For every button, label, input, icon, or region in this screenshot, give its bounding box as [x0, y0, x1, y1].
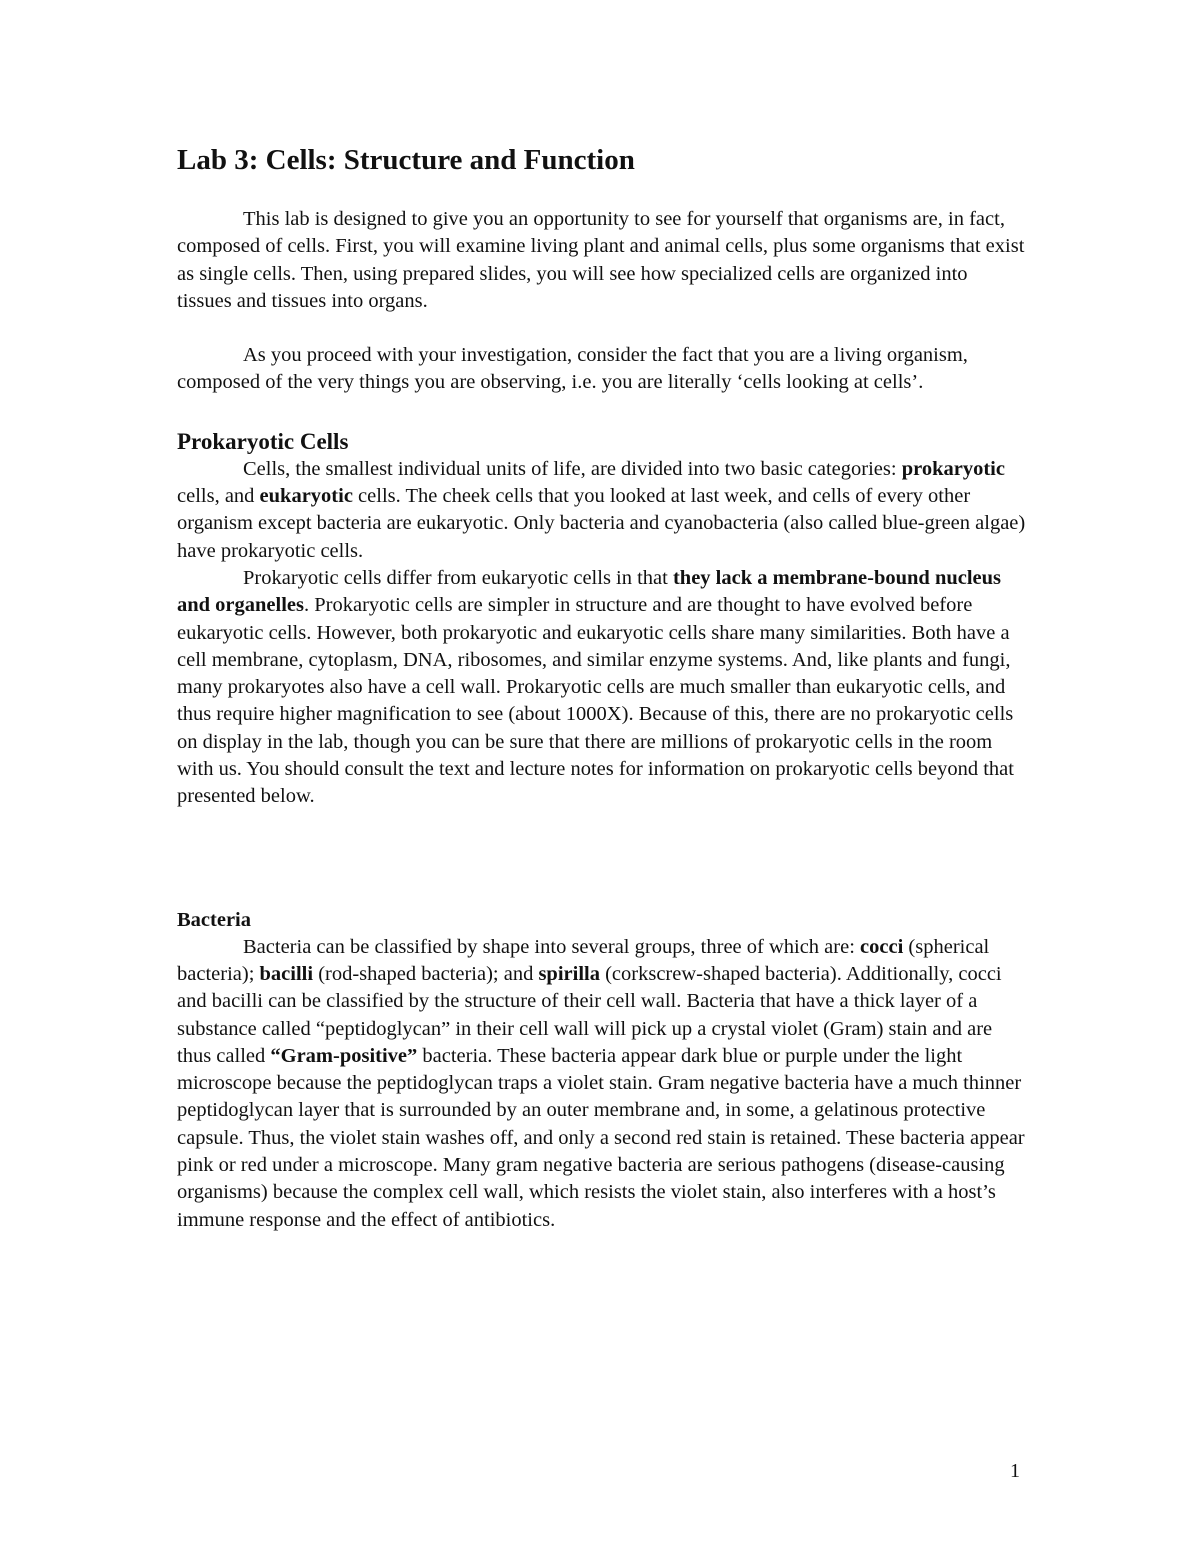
bold-term-prokaryotic: prokaryotic — [901, 457, 1005, 480]
bold-term-spirilla: spirilla — [538, 962, 600, 985]
page-content — [177, 142, 1027, 1234]
bold-term-bacilli: bacilli — [259, 962, 314, 985]
intro-paragraph-1: This lab is designed to give you an opportunity to see for yourself that organisms are, in fact, composed of cells. First, you will examine living plant and animal cells, plus some organisms that exist as single cells. Then, using prepared slides, you will see how specialized cells are organized into tissues and tissues into organs. — [177, 208, 1025, 312]
prokaryotic-paragraph-2 — [177, 565, 1027, 811]
section-heading-bacteria: Bacteria — [177, 908, 251, 931]
bold-term-cocci: cocci — [860, 935, 904, 958]
intro-paragraph-2: As you proceed with your investigation, consider the fact that you are a living organism, composed of the very things you are observing, i.e. you are literally ‘cells looking at cells’. — [177, 344, 968, 394]
text-run: bacteria. These bacteria appear dark blue or purple under the light microscope because the peptidoglycan traps a violet stain. Gram negative bacteria have a much thinner peptidoglycan layer that is surrounded by an outer membrane and, in some, a gelatinous protective capsule. Thus, the violet stain washes off, and only a second red stain is retained. These bacteria appear pink or red under a microscope. Many gram negative bacteria are serious pathogens (disease-causing organisms) because the complex cell wall, which resists the violet stain, also interferes with a host’s immune response and the effect of antibiotics. — [177, 1044, 1025, 1231]
text-run: Cells, the smallest individual units of life, are divided into two basic categories: — [243, 457, 902, 480]
text-run: . Prokaryotic cells are simpler in structure and are thought to have evolved before eukaryotic cells. However, both prokaryotic and eukaryotic cells share many similarities. Both have a cell membrane, cytoplasm, DNA, ribosomes, and similar enzyme systems. And, like plants and fungi, many prokaryotes also have a cell wall. Prokaryotic cells are much smaller than eukaryotic cells, and thus require higher magnification to see (about 1000X). Because of this, there are no prokaryotic cells on display in the lab, though you can be sure that there are millions of prokaryotic cells in the room with us. You should consult the text and lecture notes for information on prokaryotic cells beyond that presented below. — [177, 594, 1014, 808]
text-run: Bacteria can be classified by shape into several groups, three of which are: — [243, 935, 861, 958]
text-run: (spherical bacteria); — [177, 935, 990, 985]
bold-phrase-membrane: they lack a membrane-bound nucleus and organelles — [177, 566, 1002, 617]
bacteria-paragraph-1 — [177, 934, 1027, 1234]
text-run: Prokaryotic cells differ from eukaryotic cells in that — [243, 566, 673, 589]
text-run: (rod-shaped bacteria); and — [313, 962, 539, 985]
text-run: cells, and — [177, 485, 260, 508]
text-run: (corkscrew-shaped bacteria). Additionally, cocci and bacilli can be classified by the structure of their cell wall. Bacteria that have a thick layer of a substance called “peptidoglycan” in their cell wall will pick up a crystal violet (Gram) stain and are thus called — [177, 962, 1002, 1067]
text-run: cells. The cheek cells that you looked at last week, and cells of every other organism except bacteria are eukaryotic. Only bacteria and cyanobacteria (also called blue-green algae) have prokaryotic cells. — [177, 485, 1026, 562]
prokaryotic-paragraph-1 — [177, 456, 1027, 565]
page-title: Lab 3: Cells: Structure and Function — [177, 144, 635, 176]
section-heading-prokaryotic: Prokaryotic Cells — [177, 428, 349, 454]
page-number: 1 — [1010, 1460, 1020, 1482]
bold-term-eukaryotic: eukaryotic — [259, 485, 353, 508]
bold-term-gram-positive: “Gram-positive” — [270, 1044, 418, 1067]
